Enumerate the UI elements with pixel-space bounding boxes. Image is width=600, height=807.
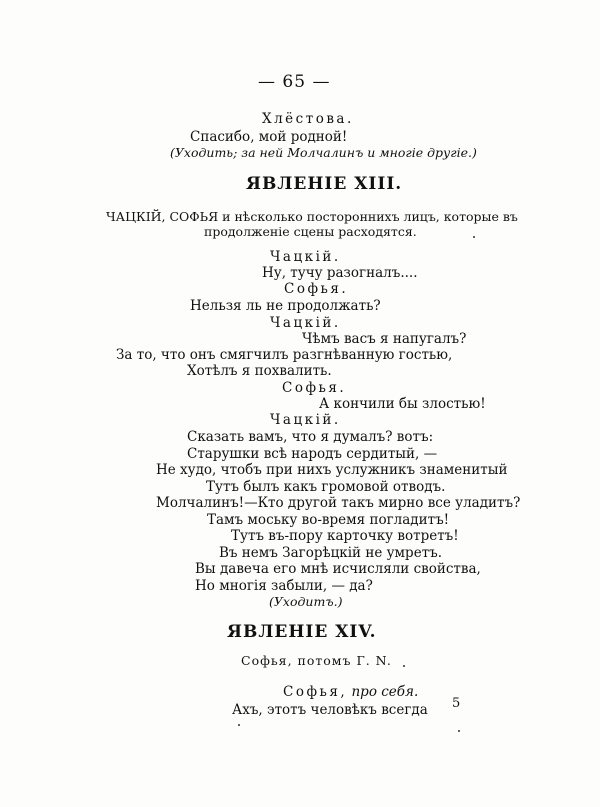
print-speck [473, 236, 475, 238]
verse-line: Тутъ въ-пору карточку вотретъ! [231, 528, 459, 544]
speaker-chatsky: Чацкій. [270, 315, 341, 331]
scene-heading-13: ЯВЛЕНІЕ XIII. [246, 174, 403, 194]
verse-line: Сказать вамъ, что я думалъ? вотъ: [187, 429, 434, 445]
verse-line: Тамъ моську во-время погладитъ! [207, 512, 450, 528]
dialogue-line: А кончили бы злостью! [319, 396, 486, 412]
speaker-sofia: Софья, [283, 684, 348, 700]
speaker-chatsky: Чацкій. [270, 249, 341, 265]
dialogue-line: Нельзя ль не продолжать? [190, 298, 381, 314]
print-speck [238, 724, 240, 726]
scene-heading-14: ЯВЛЕНІЕ XIV. [227, 622, 377, 642]
page-number: — 65 — [258, 72, 331, 92]
speaker-khlyostova: Хлёстова. [262, 111, 354, 127]
dialogue-line: Ну, тучу разогналъ.... [262, 265, 418, 281]
verse-line: Въ немъ Загорѣцкій не умретъ. [219, 545, 443, 561]
dialogue-line: Спасибо, мой родной! [190, 129, 348, 145]
verse-line: Вы давеча его мнѣ исчисляли свойства, [195, 561, 481, 577]
stage-direction: (Уходить; за ней Молчалинъ и многіе другіе.) [170, 145, 477, 160]
dialogue-line: Ахъ, этотъ человѣкъ всегда [232, 702, 428, 718]
stage-direction: (Уходитъ.) [269, 594, 343, 609]
cast-list-line: Софья, потомъ Г. N. [241, 653, 392, 668]
dialogue-line: За то, что онъ смягчилъ разгнѣванную гостью, [116, 347, 453, 363]
speaker-sofia: Софья. [282, 380, 347, 396]
signature-mark: 5 [452, 696, 461, 711]
speaker-chatsky: Чацкій. [270, 412, 341, 428]
cast-list-line-2: продолженіе сцены расходятся. [204, 224, 417, 239]
speaker-sofia: Софья. [284, 281, 349, 297]
verse-line: Тутъ былъ какъ громовой отводъ. [206, 479, 446, 495]
print-speck [403, 665, 405, 667]
dialogue-line: Хотѣлъ я похвалить. [187, 363, 332, 379]
verse-line: Молчалинъ!—Кто другой такъ мирно все уладитъ? [156, 495, 521, 511]
aside-direction: про себя. [351, 684, 419, 700]
print-speck [458, 730, 460, 732]
cast-list-line-1: ЧАЦКІЙ, СОФЬЯ и нѣсколько постороннихъ лицъ, которые въ [106, 209, 518, 224]
verse-line: Но многія забыли, — да? [195, 578, 373, 594]
speaker-line [283, 684, 418, 700]
dialogue-line: Чѣмъ васъ я напугалъ? [302, 331, 467, 347]
verse-line: Старушки всѣ народъ сердитый, — [187, 446, 438, 462]
verse-line: Не худо, чтобъ при нихъ услужникъ знаменитый [156, 462, 508, 478]
